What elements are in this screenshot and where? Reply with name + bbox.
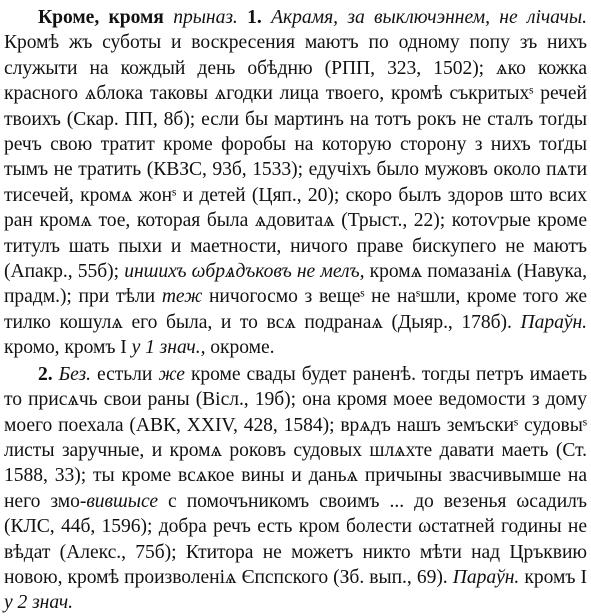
sense-1-cross-ref-tail: окроме. <box>210 337 275 359</box>
sense-2-cross-ref-italic: у 2 знач. <box>4 592 73 614</box>
sense-2-examples-c: с помочъникомъ своимъ ... до везенья ωсадилъ (КЛС, 44б, 1596); добра речъ есть кром болести ωстатней годины не вѣдат (Алекс., 75б); Ктитора не можетъ никто мѣти над Цръквию новою, кромѣ произволеніѧ Єпспского (Зб. вып., 69). <box>4 490 587 588</box>
headword: Кроме, кромя <box>38 7 164 28</box>
sense-2-italic-word: же <box>158 363 185 385</box>
sense-1-gloss: Акрамя, за выключэннем, не лічачы. <box>271 7 587 28</box>
sense-2-cross-ref: кромъ I <box>524 566 587 588</box>
sense-1-examples-cont: кромѧ помазаніѧ (Навука, прадм.); при тѣли <box>4 261 588 308</box>
sense-1-italic-phrase: иншихъ ωбрѧдъковъ не мелъ, <box>124 261 365 283</box>
sense-2-number: 2. <box>38 363 53 385</box>
sense-2-cross-label: Параўн. <box>452 566 520 588</box>
sense-1-italic-word: теж <box>161 286 203 308</box>
sense-1-number: 1. <box>247 7 262 28</box>
sense-1-paragraph <box>4 5 587 361</box>
sense-1-cross-label: Параўн. <box>520 311 587 333</box>
part-of-speech: прыназ. <box>173 7 238 28</box>
sense-1-cross-ref-italic: у 1 знач., <box>131 337 206 359</box>
sense-2-italic-fragment: вившысе <box>86 490 158 512</box>
sense-2-examples-a: естьли <box>96 363 153 385</box>
sense-1-cross-ref: кромо, кромъ I <box>4 337 127 359</box>
sense-2-examples-b: кроме свады будет раненѣ. тогды петръ имаеть то присѧчь свои раны (Вісл., 19б); она кромя моее ведомости з дому моего поехала (АВК, XXIV, 428, 1584); врѧдъ нашъ земъскиˢ судовыˢ листы заручные, и кромѧ роковъ судовых шлѧхте давати маеть (Ст. 1588, 33); ты кроме всѧкое вины и даньѧ причыны звасчивымше на него змо- <box>4 363 587 512</box>
sense-1-examples: Кромѣ жъ суботы и воскресения маютъ по одному попу зъ нихъ служыти на кождый день обѣдню (РПП, 323, 1502); ѧко кожка красного ѧблока таковы ѧгодки лица твоего, кромѣ съкритыхˢ речей твоихъ (Скар. ПП, 8б); если бы мартинъ на тотъ рокъ не сталъ тоґды речъ свою тратит кроме форобы на которую сторону з нихъ тоґды тымъ не тратить (КВЗС, 93б, 1533); едучіхъ было мужовъ около пѧти тисечей, кромѧ жонˢ и детей (Цяп., 20); скоро былъ здоров што всих ран кромѧ тое, которая была ѧдовитаѧ (Трыст., 22); котоѵрые кроме титулъ шать пыхи и маетности, ничого праве бискупего не маютъ (Апакр., 55б); <box>4 32 587 283</box>
sense-2-label: Без. <box>58 363 91 385</box>
sense-1-examples-end: ничогосмо з вещеˢ не наˢшли, кроме того же тилко кошулѧ его была, и то всѧ подранаѧ (Дыяр., 178б). <box>4 286 587 333</box>
sense-2-paragraph <box>4 362 587 616</box>
